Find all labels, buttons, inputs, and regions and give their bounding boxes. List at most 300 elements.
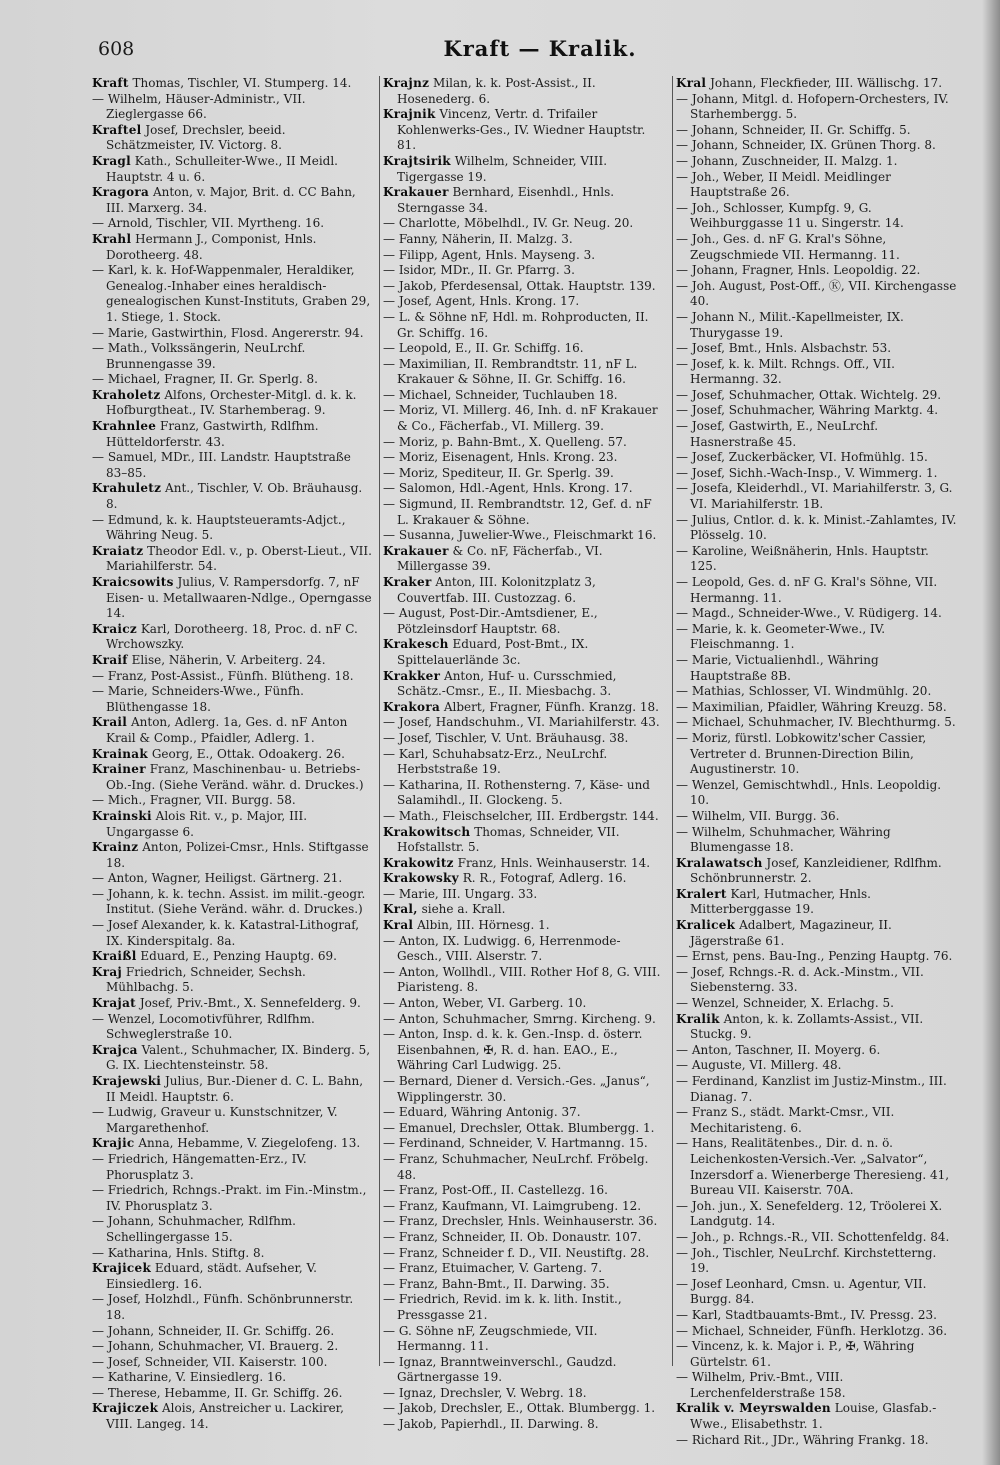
entry-details: — Josef, k. k. Milt. Rchngs. Off., VII. Hermanng. 32. (676, 356, 895, 387)
directory-entry (676, 1246, 958, 1277)
entry-details: Josef, Kanzleidiener, Rdlfhm. Schönbrunnerstr. 2. (690, 855, 942, 886)
entry-details: Ant., Tischler, V. Ob. Bräuhausg. 8. (106, 481, 363, 512)
entry-details: — Wilhelm, Häuser-Administr., VII. Zieglergasse 66. (92, 91, 306, 122)
entry-details: Adalbert, Magazineur, II. Jägerstraße 61. (690, 918, 892, 948)
entry-details: — Moriz, fürstl. Lobkowitz'scher Cassier, Vertreter d. Brunnen-Direction Bilin, Augustinerstr. 10. (676, 730, 927, 777)
directory-entry (676, 310, 958, 341)
directory-entry (676, 918, 958, 949)
directory-entry (383, 248, 665, 264)
directory-entry (676, 450, 958, 466)
entry-details: Anton, k. k. Zollamts-Assist., VII. Stuckg. 9. (690, 1011, 924, 1042)
entry-details: — Edmund, k. k. Hauptsteueramts-Adjct., Währing Neug. 5. (92, 512, 346, 543)
entry-details: Theodor Edl. v., p. Oberst-Lieut., VII. Mariahilferstr. 54. (106, 543, 372, 574)
directory-entry (92, 1292, 374, 1323)
entry-details: — Franz, Post-Off., II. Castellezg. 16. (383, 1183, 608, 1198)
entry-details: — Joh., Weber, II Meidl. Meidlinger Hauptstraße 26. (676, 169, 891, 200)
directory-entry (383, 528, 665, 544)
entry-details: Josef, Priv.-Bmt., X. Sennefelderg. 9. (136, 996, 361, 1011)
entry-details: — Therese, Hebamme, II. Gr. Schiffg. 26. (92, 1385, 343, 1400)
directory-entry (92, 326, 374, 342)
entry-details: Valent., Schuhmacher, IX. Binderg. 5, G. IX. Liechtensteinstr. 58. (106, 1042, 371, 1073)
entry-details: — Franz, Schneider, II. Ob. Donaustr. 107. (383, 1229, 642, 1244)
entry-details: — Friedrich, Hängematten-Erz., IV. Phorusplatz 3. (92, 1151, 307, 1182)
directory-entry (676, 1136, 958, 1198)
entry-details: — Michael, Schneider, Fünfh. Herklotzg. 36. (676, 1323, 948, 1338)
directory-entry (383, 1261, 665, 1277)
directory-entry (383, 637, 665, 668)
directory-entry (92, 216, 374, 232)
directory-entry (92, 513, 374, 544)
entry-details: — Josef, Zuckerbäcker, VI. Hofmühlg. 15. (676, 450, 928, 465)
directory-entry (92, 544, 374, 575)
directory-entry (383, 263, 665, 279)
directory-entry (383, 778, 665, 809)
directory-entry (383, 435, 665, 451)
directory-entry (383, 216, 665, 232)
entry-details: Anton, Huf- u. Cursschmied, Schätz.-Cmsr., E., II. Miesbachg. 3. (397, 668, 617, 699)
entry-details: — Katharine, V. Einsiedlerg. 16. (92, 1370, 287, 1385)
directory-entry (92, 715, 374, 746)
entry-surname: Kraißl (92, 949, 137, 964)
directory-entry (92, 1355, 374, 1371)
directory-entry (92, 575, 374, 622)
directory-entry (383, 310, 665, 341)
directory-entry (92, 965, 374, 996)
running-head: Kraft — Kralik. (443, 36, 637, 61)
directory-entry (676, 684, 958, 700)
entry-details: — Johann, k. k. techn. Assist. im milit.-geogr. Institut. (Siehe Veränd. währ. d. Druckes.) (92, 886, 366, 917)
directory-entry (92, 622, 374, 653)
directory-entry (92, 1105, 374, 1136)
entry-surname: Krajic (92, 1136, 135, 1151)
entry-details: — Johann, Schneider, IX. Grünen Thorg. 8. (676, 138, 936, 153)
entry-details: — Katharina, Hnls. Stiftg. 8. (92, 1245, 265, 1260)
directory-entry (676, 778, 958, 809)
directory-entry (383, 232, 665, 248)
entry-surname: Krahnlee (92, 419, 157, 434)
entry-details: — Franz, Etuimacher, V. Garteng. 7. (383, 1261, 603, 1276)
entry-surname: Krajiczek (92, 1401, 159, 1416)
entry-details: — Leopold, Ges. d. nF G. Kral's Söhne, VII. Hermanng. 11. (676, 575, 938, 605)
entry-details: — Samuel, MDr., III. Landstr. Hauptstraße 83–85. (92, 450, 351, 480)
entry-surname: Kraft (92, 76, 129, 90)
entry-details: — Josef, Handschuhm., VI. Mariahilferstr. 43. (383, 715, 660, 730)
entry-details: Karl, Dorotheerg. 18, Proc. d. nF C. Wrchowszky. (106, 621, 358, 652)
entry-details: — Wenzel, Locomotivführer, Rdlfhm. Schweglerstraße 10. (92, 1011, 315, 1042)
entry-details: — Michael, Fragner, II. Gr. Sperlg. 8. (92, 372, 318, 387)
directory-entry (92, 684, 374, 715)
directory-entry (383, 341, 665, 357)
entry-details: — Karl, k. k. Hof-Wappenmaler, Heraldiker, Genealog.-Inhaber eines heraldisch-genealogischen Kunst-Instituts, Graben 29, 1. Stiege, 1. Stock. (92, 263, 371, 324)
entry-details: — Ferdinand, Schneider, V. Hartmanng. 15. (383, 1136, 648, 1151)
directory-entry (383, 1199, 665, 1215)
entry-details: & Co. nF, Fächerfab., VI. Millergasse 39. (397, 543, 603, 574)
entry-details: — Wenzel, Schneider, X. Erlachg. 5. (676, 996, 894, 1011)
directory-entry (383, 497, 665, 528)
directory-entry (383, 871, 665, 887)
directory-entry (92, 76, 374, 92)
directory-entry (383, 1027, 665, 1074)
directory-entry (92, 653, 374, 669)
directory-entry (383, 388, 665, 404)
entry-surname: Krail (92, 715, 128, 730)
entry-details: — Franz, Schneider f. D., VII. Neustiftg. 28. (383, 1245, 650, 1260)
directory-entry (92, 996, 374, 1012)
entry-surname: Kraicsowits (92, 575, 174, 589)
directory-entry (383, 747, 665, 778)
directory-entry (383, 1136, 665, 1152)
entry-details: — Franz, Post-Assist., Fünfh. Blütheng. 18. (92, 668, 354, 683)
entry-surname: Kralawatsch (676, 855, 763, 870)
entry-surname: Krakauer (383, 543, 449, 558)
directory-entry (92, 450, 374, 481)
entry-details: Anton, III. Kolonitzplatz 3, Couvertfab. III. Custozzag. 6. (397, 575, 596, 605)
entry-details: — Franz S., städt. Markt-Cmsr., VII. Mechitaristeng. 6. (676, 1105, 895, 1135)
directory-entry (92, 123, 374, 154)
entry-surname: Krakowsky (383, 871, 459, 886)
directory-entry (92, 793, 374, 809)
directory-entry (92, 1370, 374, 1386)
entry-surname: Krajnik (383, 107, 436, 122)
entry-details: — Jakob, Drechsler, E., Ottak. Blumbergg. 1. (383, 1401, 656, 1416)
entry-details: Anton, v. Major, Brit. d. CC Bahn, III. Marxerg. 34. (106, 185, 356, 215)
directory-entry (383, 1121, 665, 1137)
entry-details: — Hans, Realitätenbes., Dir. d. n. ö. Leichenkosten-Versich.-Ver. „Salvator“, Inzersdorf a. Wienerberge Theresieng. 41, Bureau VII. Kaiserstr. 70A. (676, 1136, 950, 1198)
entry-details: — Wilhelm, VII. Burgg. 36. (676, 808, 840, 823)
entry-surname: Krainski (92, 808, 152, 823)
entry-details: — Franz, Drechsler, Hnls. Weinhauserstr. 36. (383, 1214, 658, 1229)
directory-entry (676, 170, 958, 201)
directory-entry (383, 107, 665, 154)
entry-surname: Krajicek (92, 1261, 152, 1276)
directory-entry (676, 466, 958, 482)
entry-details: — Susanna, Juwelier-Wwe., Fleischmarkt 16. (383, 528, 657, 543)
directory-entry (92, 762, 374, 793)
directory-entry (383, 1246, 665, 1262)
directory-entry (92, 372, 374, 388)
directory-entry (676, 1058, 958, 1074)
directory-entry (92, 1012, 374, 1043)
entry-surname: Krakauer (383, 185, 449, 200)
entry-details: — Eduard, Währing Antonig. 37. (383, 1105, 581, 1120)
directory-entry (92, 887, 374, 918)
directory-entry (383, 809, 665, 825)
entry-details: Alois Rit. v., p. Major, III. Ungargasse 6. (106, 808, 308, 839)
directory-entry (676, 606, 958, 622)
directory-entry (676, 1324, 958, 1340)
directory-entry (676, 715, 958, 731)
entry-details: Anna, Hebamme, V. Ziegelofeng. 13. (134, 1136, 361, 1151)
entry-surname: Krainer (92, 762, 146, 777)
entry-details: — Joh., Tischler, NeuLrchf. Kirchstetterng. 19. (676, 1245, 937, 1276)
entry-details: — Charlotte, Möbelhdl., IV. Gr. Neug. 20. (383, 216, 634, 231)
entry-details: — Michael, Schuhmacher, IV. Blechthurmg. 5. (676, 715, 956, 730)
directory-entry (676, 341, 958, 357)
directory-entry (383, 403, 665, 434)
entry-details: Franz, Hnls. Weinhauserstr. 14. (453, 855, 651, 870)
entry-surname: Kraker (383, 575, 432, 589)
entry-surname: Kralik v. Meyrswalden (676, 1401, 831, 1416)
directory-entry (383, 934, 665, 965)
directory-entry (92, 918, 374, 949)
entry-details: — Marie, Gastwirthin, Flosd. Angererstr. 94. (92, 325, 364, 340)
directory-entry (92, 669, 374, 685)
entry-details: — Moriz, VI. Millerg. 46, Inh. d. nF Krakauer & Co., Fächerfab., VI. Millerg. 39. (383, 403, 658, 434)
directory-entry (383, 1277, 665, 1293)
entry-details: — Marie, Schneiders-Wwe., Fünfh. Blüthengasse 18. (92, 684, 304, 714)
directory-entry (92, 809, 374, 840)
entry-details: — Sigmund, II. Rembrandtstr. 12, Gef. d. nF L. Krakauer & Söhne. (383, 497, 652, 527)
entry-details: — Ignaz, Drechsler, V. Webrg. 18. (383, 1385, 587, 1400)
entry-details: — Fanny, Näherin, II. Malzg. 3. (383, 231, 573, 246)
entry-surname: Krainak (92, 746, 149, 761)
entry-details: — Josef, Agent, Hnls. Krong. 17. (383, 294, 580, 309)
entry-details: Eduard, Post-Bmt., IX. Spittelauerlände 3c. (397, 637, 589, 667)
entry-details: — Anton, Weber, VI. Garberg. 10. (383, 996, 587, 1011)
entry-details: — Joh., Ges. d. nF G. Kral's Söhne, Zeugschmiede VII. Hermanng. 11. (676, 231, 900, 262)
entry-surname: Kraj (92, 964, 123, 979)
entry-details: — Josef Alexander, k. k. Katastral-Lithograf, IX. Kinderspitalg. 8a. (92, 918, 360, 948)
directory-entry (92, 481, 374, 512)
directory-entry (383, 1417, 665, 1433)
entry-details: — Josef, Tischler, V. Unt. Bräuhausg. 38. (383, 730, 629, 745)
directory-entry (383, 1324, 665, 1355)
entry-details: — Anton, Wagner, Heiligst. Gärtnerg. 21. (92, 871, 343, 886)
entry-details: — Wilhelm, Schuhmacher, Währing Blumengasse 18. (676, 824, 891, 855)
directory-entry (676, 809, 958, 825)
entry-details: — Anton, Taschner, II. Moyerg. 6. (676, 1042, 881, 1057)
directory-entry (92, 263, 374, 325)
directory-entry (676, 1277, 958, 1308)
entry-details: Franz, Maschinenbau- u. Betriebs-Ob.-Ing. (Siehe Veränd. währ. d. Druckes.) (106, 762, 364, 792)
directory-entry (676, 1074, 958, 1105)
directory-entry (676, 138, 958, 154)
directory-entry (383, 1012, 665, 1028)
entry-surname: Krajewski (92, 1074, 162, 1088)
entry-details: — Math., Volkssängerin, NeuLrchf. Brunnengasse 39. (92, 341, 306, 371)
entry-details: Josef, Drechsler, beeid. Schätzmeister, IV. Victorg. 8. (106, 122, 286, 153)
directory-entry (676, 653, 958, 684)
entry-details: Wilhelm, Schneider, VIII. Tigergasse 19. (397, 153, 608, 184)
entry-details: — Julius, Cntlor. d. k. k. Minist.-Zahlamtes, IV. Plösselg. 10. (676, 512, 957, 543)
entry-details: — L. & Söhne nF, Hdl. m. Rohproducten, II. Gr. Schiffg. 16. (383, 309, 649, 340)
directory-entry (676, 279, 958, 310)
entry-details: Kath., Schulleiter-Wwe., II Meidl. Hauptstr. 4 u. 6. (106, 153, 338, 184)
entry-details: — Auguste, VI. Millerg. 48. (676, 1058, 842, 1073)
directory-entry (383, 1183, 665, 1199)
entry-details: — Anton, Wollhdl., VIII. Rother Hof 8, G. VIII. Piaristeng. 8. (383, 964, 661, 995)
entry-details: Eduard, städt. Aufseher, V. Einsiedlerg. 16. (106, 1261, 317, 1291)
entry-details: — Franz, Schuhmacher, NeuLrchf. Fröbelg. 48. (383, 1151, 649, 1182)
directory-entry (383, 154, 665, 185)
directory-entry (92, 1214, 374, 1245)
entry-details: — Joh., Schlosser, Kumpfg. 9, G. Weihburggasse 11 u. Singerstr. 14. (676, 200, 904, 231)
directory-entry (383, 731, 665, 747)
entry-details: Alois, Anstreicher u. Lackirer, VIII. Langeg. 14. (106, 1401, 344, 1432)
directory-entry (383, 887, 665, 903)
directory-entry (383, 1074, 665, 1105)
directory-entry (383, 481, 665, 497)
entry-surname: Krakesch (383, 637, 449, 652)
directory-column-2 (383, 76, 665, 1433)
entry-surname: Kral, (383, 902, 418, 917)
entry-details: — Leopold, E., II. Gr. Schiffg. 16. (383, 341, 584, 356)
entry-details: — Johann, Schuhmacher, Rdlfhm. Schellingergasse 15. (92, 1214, 296, 1244)
entry-surname: Kragora (92, 185, 150, 200)
directory-entry (92, 1261, 374, 1292)
entry-details: Friedrich, Schneider, Sechsh. Mühlbachg. 5. (106, 964, 306, 995)
entry-details: Thomas, Schneider, VII. Hofstallstr. 5. (397, 824, 620, 855)
entry-details: — Math., Fleischselcher, III. Erdbergstr. 144. (383, 808, 659, 823)
directory-entry (92, 871, 374, 887)
entry-details: — Richard Rit., JDr., Währing Frankg. 18. (676, 1432, 929, 1447)
directory-entry (92, 154, 374, 185)
directory-entry (676, 965, 958, 996)
page-number: 608 (98, 38, 135, 60)
directory-entry (676, 481, 958, 512)
column-divider (672, 76, 673, 1366)
entry-details: — Franz, Bahn-Bmt., II. Darwing. 35. (383, 1276, 610, 1291)
directory-entry (676, 731, 958, 778)
entry-surname: Kraftel (92, 122, 142, 137)
directory-entry (676, 700, 958, 716)
directory-entry (676, 622, 958, 653)
entry-surname: Krakowitsch (383, 824, 471, 839)
directory-entry (676, 887, 958, 918)
entry-surname: Krakowitz (383, 855, 454, 870)
entry-details: — Maximilian, II. Rembrandtstr. 11, nF L. Krakauer & Söhne, II. Gr. Schiffg. 16. (383, 356, 638, 387)
directory-entry (383, 606, 665, 637)
entry-details: — Johann, Fragner, Hnls. Leopoldig. 22. (676, 263, 921, 278)
directory-entry (676, 1433, 958, 1449)
directory-entry (676, 419, 958, 450)
directory-entry (383, 996, 665, 1012)
directory-entry (676, 1230, 958, 1246)
directory-entry (676, 1199, 958, 1230)
entry-details: — Anton, Insp. d. k. k. Gen.-Insp. d. österr. Eisenbahnen, ✠, R. d. han. EAO., E., Währing Carl Ludwigg. 25. (383, 1027, 643, 1073)
directory-entry (92, 419, 374, 450)
entry-details: — Josef, Holzhdl., Fünfh. Schönbrunnerstr. 18. (92, 1292, 354, 1322)
directory-entry (383, 544, 665, 575)
entry-details: — Johann, Zuschneider, II. Malzg. 1. (676, 153, 898, 168)
directory-entry (676, 1043, 958, 1059)
directory-entry (676, 403, 958, 419)
directory-entry (676, 575, 958, 606)
directory-entry (676, 388, 958, 404)
directory-entry (676, 263, 958, 279)
directory-entry (383, 1355, 665, 1386)
entry-surname: Krakker (383, 668, 441, 683)
directory-entry (383, 279, 665, 295)
entry-details: — Katharina, II. Rothensterng. 7, Käse- und Salamihdl., II. Glockeng. 5. (383, 777, 650, 808)
directory-entry (383, 965, 665, 996)
entry-details: — Josef, Bmt., Hnls. Alsbachstr. 53. (676, 341, 892, 356)
directory-entry (676, 1012, 958, 1043)
entry-details: Eduard, E., Penzing Hauptg. 69. (136, 949, 337, 964)
entry-details: — Magd., Schneider-Wwe., V. Rüdigerg. 14. (676, 606, 942, 621)
entry-details: Thomas, Tischler, VI. Stumperg. 14. (128, 76, 352, 90)
entry-details: — Marie, III. Ungarg. 33. (383, 886, 538, 901)
directory-entry (383, 856, 665, 872)
entry-details: Johann, Fleckfieder, III. Wällischg. 17. (706, 76, 943, 90)
entry-details: — Wenzel, Gemischtwhdl., Hnls. Leopoldig. 10. (676, 777, 942, 808)
entry-details: — Marie, Victualienhdl., Währing Hauptstraße 8B. (676, 652, 879, 683)
entry-surname: Kralik (676, 1011, 720, 1026)
entry-details: — Anton, IX. Ludwigg. 6, Herrenmode-Gesch., VIII. Alserstr. 7. (383, 933, 621, 964)
entry-details: — Wilhelm, Priv.-Bmt., VIII. Lerchenfelderstraße 158. (676, 1370, 846, 1400)
entry-details: — Arnold, Tischler, VII. Myrtheng. 16. (92, 216, 325, 231)
entry-surname: Krajnz (383, 76, 430, 90)
directory-entry (92, 1043, 374, 1074)
directory-entry (383, 1214, 665, 1230)
entry-details: — Josef, Rchngs.-R. d. Ack.-Minstm., VII. Siebensterng. 33. (676, 964, 924, 995)
directory-entry (383, 902, 665, 918)
directory-entry (383, 185, 665, 216)
entry-details: — Ignaz, Branntweinverschl., Gaudzd. Gärtnergasse 19. (383, 1354, 617, 1385)
entry-details: — Jakob, Pferdesensal, Ottak. Hauptstr. 139. (383, 278, 656, 293)
entry-details: Julius, V. Rampersdorfg. 7, nF Eisen- u. Metallwaaren-Ndlge., Operngasse 14. (106, 575, 372, 621)
entry-details: Vincenz, Vertr. d. Trifailer Kohlenwerks-Ges., IV. Wiedner Hauptstr. 81. (397, 107, 646, 153)
entry-details: — Josef, Sichh.-Wach-Insp., V. Wimmerg. 1. (676, 465, 938, 480)
entry-details: — Josef, Schneider, VII. Kaiserstr. 100. (92, 1354, 328, 1369)
entry-surname: Kragl (92, 153, 131, 168)
entry-surname: Krakora (383, 699, 441, 714)
directory-entry (676, 949, 958, 965)
entry-details: — Karoline, Weißnäherin, Hnls. Hauptstr. 125. (676, 543, 929, 574)
entry-details: — Josef Leonhard, Cmsn. u. Agentur, VII. Burgg. 84. (676, 1276, 927, 1307)
directory-entry (383, 715, 665, 731)
directory-entry (383, 825, 665, 856)
entry-details: — Joh. August, Post-Off., Ⓚ, VII. Kirchengasse 40. (676, 278, 957, 309)
directory-entry (383, 1292, 665, 1323)
entry-details: — Anton, Schuhmacher, Smrng. Kircheng. 9. (383, 1011, 656, 1026)
entry-details: — Joh. jun., X. Senefelderg. 12, Tröolerei X. Landgutg. 14. (676, 1198, 943, 1229)
entry-details: Anton, Polizei-Cmsr., Hnls. Stiftgasse 18. (106, 840, 369, 870)
entry-surname: Kralert (676, 886, 727, 901)
directory-entry (676, 825, 958, 856)
directory-entry (676, 856, 958, 887)
directory-entry (92, 840, 374, 871)
entry-details: — Moriz, Eisenagent, Hnls. Krong. 23. (383, 450, 618, 465)
entry-details: Anton, Adlerg. 1a, Ges. d. nF Anton Krail & Comp., Pfaidler, Adlerg. 1. (106, 715, 348, 745)
entry-details: siehe a. Krall. (417, 902, 506, 917)
entry-details: — Ludwig, Graveur u. Kunstschnitzer, V. Margarethenhof. (92, 1105, 338, 1135)
directory-entry (383, 575, 665, 606)
entry-details: — Filipp, Agent, Hnls. Mayseng. 3. (383, 247, 596, 262)
directory-entry (92, 341, 374, 372)
entry-details: — Johann, Schuhmacher, VI. Brauerg. 2. (92, 1339, 339, 1354)
directory-entry (676, 1105, 958, 1136)
directory-entry (92, 747, 374, 763)
entry-details: Franz, Gastwirth, Rdlfhm. Hütteldorferstr. 43. (106, 419, 319, 449)
entry-details: — Friedrich, Rchngs.-Prakt. im Fin.-Minstm., IV. Phorusplatz 3. (92, 1183, 367, 1213)
entry-details: Milan, k. k. Post-Assist., II. Hosenederg. 6. (397, 76, 596, 106)
directory-entry (676, 1339, 958, 1370)
entry-details: — Moriz, Spediteur, II. Gr. Sperlg. 39. (383, 465, 614, 480)
entry-details: — Johann, Schneider, II. Gr. Schiffg. 26. (92, 1323, 335, 1338)
directory-entry (92, 1152, 374, 1183)
directory-entry (676, 513, 958, 544)
directory-entry (383, 1230, 665, 1246)
entry-surname: Krajat (92, 996, 136, 1011)
entry-details: — Johann N., Milit.-Kapellmeister, IX. Thurygasse 19. (676, 309, 904, 340)
directory-entry (383, 700, 665, 716)
entry-details: — Moriz, p. Bahn-Bmt., X. Quelleng. 57. (383, 434, 627, 449)
entry-details: — Michael, Schneider, Tuchlauben 18. (383, 387, 618, 402)
directory-entry (92, 1324, 374, 1340)
entry-details: Hermann J., Componist, Hnls. Dorotheerg. 48. (106, 231, 317, 262)
directory-entry (92, 1401, 374, 1432)
